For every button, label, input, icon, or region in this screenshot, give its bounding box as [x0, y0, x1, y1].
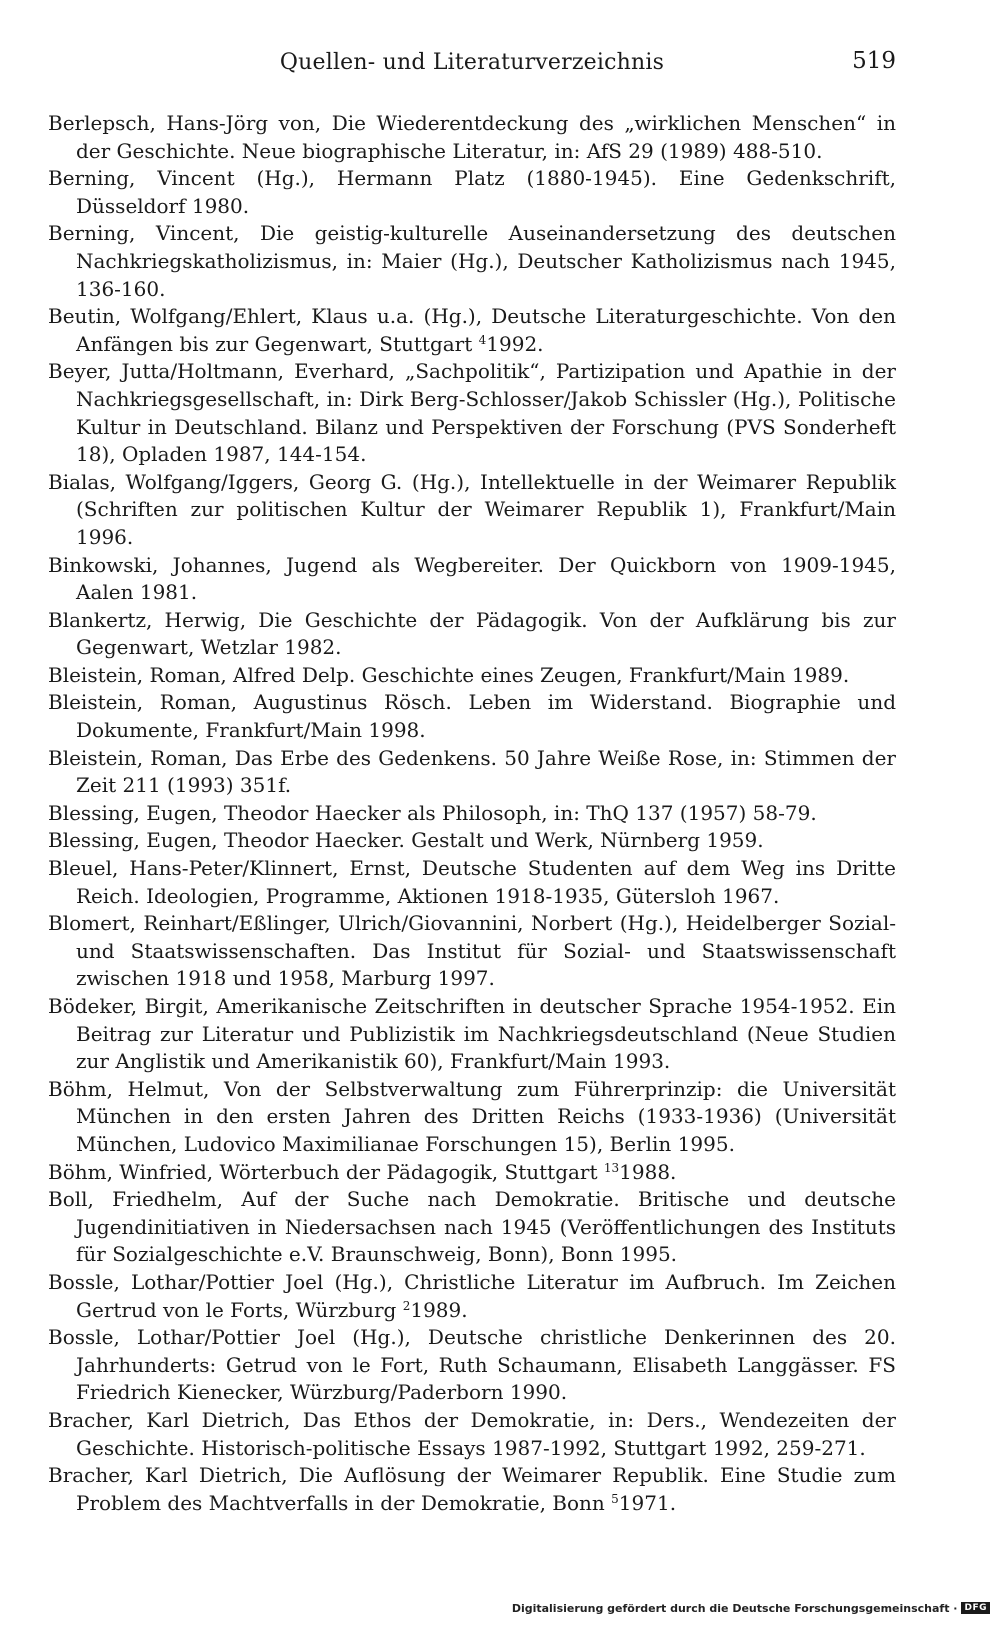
- digitization-footer: [512, 1598, 990, 1618]
- bibliography-entry: [48, 165, 896, 220]
- entry-text: Bleistein, Roman, Das Erbe des Gedenkens. 50 Jahre Weiße Rose, in: Stimmen der Zeit 211 (1993) 351f.: [48, 745, 896, 798]
- bibliography-entry: [48, 220, 896, 303]
- bibliography-entry: [48, 827, 896, 855]
- entry-text: Berlepsch, Hans-Jörg von, Die Wiederentdeckung des „wirklichen Menschen“ in der Geschichte. Neue biographische Literatur, in: AfS 29 (1989) 488-510.: [48, 111, 896, 163]
- edition-superscript: 5: [611, 1491, 619, 1506]
- entry-text: Bödeker, Birgit, Amerikanische Zeitschriften in deutscher Sprache 1954-1952. Ein Beitrag zur Literatur und Publizistik im Nachkriegsdeutschland (Neue Studien zur Anglistik und Amerikanistik 60), Frankfurt/Main 1993.: [48, 994, 896, 1074]
- bibliography-entry: [48, 1407, 896, 1462]
- bibliography-entry: [48, 110, 896, 165]
- bibliography-entry: [48, 800, 896, 828]
- entry-text: Bleistein, Roman, Augustinus Rösch. Leben im Widerstand. Biographie und Dokumente, Frankfurt/Main 1998.: [48, 690, 896, 743]
- entry-text: Berning, Vincent, Die geistig-kulturelle Auseinandersetzung des deutschen Nachkriegskatholizismus, in: Maier (Hg.), Deutscher Katholizismus nach 1945, 136-160.: [48, 221, 896, 301]
- bibliography-entry: [48, 1159, 896, 1187]
- edition-superscript: 13: [603, 1160, 620, 1175]
- entry-text: Beutin, Wolfgang/Ehlert, Klaus u.a. (Hg.), Deutsche Literaturgeschichte. Von den Anfängen bis zur Gegenwart, Stuttgart: [48, 304, 896, 356]
- bibliography-entry: [48, 303, 896, 358]
- bibliography-entry: [48, 993, 896, 1076]
- entry-text-tail: 1988.: [619, 1159, 677, 1184]
- page-number: 519: [852, 48, 896, 74]
- edition-superscript: 2: [402, 1298, 411, 1313]
- entry-text-tail: 1971.: [618, 1490, 677, 1515]
- entry-text: Bracher, Karl Dietrich, Das Ethos der Demokratie, in: Ders., Wendezeiten der Geschichte. Historisch-politische Essays 1987-1992, Stuttgart 1992, 259-271.: [48, 1407, 896, 1460]
- entry-text: Boll, Friedhelm, Auf der Suche nach Demokratie. Britische und deutsche Jugendinitiativen in Niedersachsen nach 1945 (Veröffentlichungen des Instituts für Sozialgeschichte e.V. Braunschweig, Bonn), Bonn 1995.: [48, 1187, 896, 1267]
- bibliography-entry: [48, 910, 896, 993]
- bibliography-entry: [48, 552, 896, 607]
- entry-text: Beyer, Jutta/Holtmann, Everhard, „Sachpolitik“, Partizipation und Apathie in der Nachkriegsgesellschaft, in: Dirk Berg-Schlosser/Jakob Schissler (Hg.), Politische Kultur in Deutschland. Bilanz und Perspektiven der Forschung (PVS Sonderheft 18), Opladen 1987, 144-154.: [48, 359, 896, 467]
- bibliography-entry: [48, 469, 896, 552]
- entry-text: Bleistein, Roman, Alfred Delp. Geschichte eines Zeugen, Frankfurt/Main 1989.: [48, 662, 850, 687]
- bibliography-entry: [48, 607, 896, 662]
- footer-text: Digitalisierung gefördert durch die Deutsche Forschungsgemeinschaft ·: [511, 1601, 958, 1615]
- bibliography-entry: [48, 745, 896, 800]
- bibliography-entry: [48, 689, 896, 744]
- entry-text: Bracher, Karl Dietrich, Die Auflösung der Weimarer Republik. Eine Studie zum Problem des Machtverfalls in der Demokratie, Bonn: [48, 1463, 896, 1515]
- entry-text: Bossle, Lothar/Pottier Joel (Hg.), Deutsche christliche Denkerinnen des 20. Jahrhunderts: Getrud von le Fort, Ruth Schaumann, Elisabeth Langgässer. FS Friedrich Kienecker, Würzburg/Paderborn 1990.: [48, 1325, 896, 1405]
- running-head: Quellen- und Literaturverzeichnis: [279, 50, 665, 75]
- entry-text: Binkowski, Johannes, Jugend als Wegbereiter. Der Quickborn von 1909-1945, Aalen 1981.: [48, 552, 896, 605]
- bibliography-entry: [48, 855, 896, 910]
- page-header: [48, 46, 896, 82]
- bibliography-entry: [48, 1462, 896, 1517]
- entry-text: Berning, Vincent (Hg.), Hermann Platz (1880-1945). Eine Gedenkschrift, Düsseldorf 1980.: [48, 166, 896, 218]
- entry-text: Böhm, Helmut, Von der Selbstverwaltung zum Führerprinzip: die Universität München in den ersten Jahren des Dritten Reichs (1933-1936) (Universität München, Ludovico Maximilianae Forschungen 15), Berlin 1995.: [48, 1076, 896, 1156]
- bibliography-entry: [48, 1324, 896, 1407]
- entry-text: Blessing, Eugen, Theodor Haecker als Philosoph, in: ThQ 137 (1957) 58-79.: [48, 800, 817, 825]
- entry-text: Blessing, Eugen, Theodor Haecker. Gestalt und Werk, Nürnberg 1959.: [48, 828, 764, 853]
- bibliography-entry: [48, 1186, 896, 1269]
- entry-text: Blomert, Reinhart/Eßlinger, Ulrich/Giovannini, Norbert (Hg.), Heidelberger Sozial- und Staatswissenschaften. Das Institut für Sozial- und Staatswissenschaft zwischen 1918 und 1958, Marburg 1997.: [48, 911, 896, 991]
- entry-text: Böhm, Winfried, Wörterbuch der Pädagogik, Stuttgart: [48, 1159, 604, 1184]
- bibliography-entry: [48, 358, 896, 468]
- bibliography-entry: [48, 1076, 896, 1159]
- edition-superscript: 4: [478, 332, 487, 347]
- dfg-logo: DFG: [961, 1602, 990, 1614]
- bibliography-entry: [48, 1269, 896, 1324]
- entry-text: Bossle, Lothar/Pottier Joel (Hg.), Christliche Literatur im Aufbruch. Im Zeichen Gertrud von le Forts, Würzburg: [48, 1269, 896, 1322]
- entry-text: Bialas, Wolfgang/Iggers, Georg G. (Hg.), Intellektuelle in der Weimarer Republik (Schriften zur politischen Kultur der Weimarer Republik 1), Frankfurt/Main 1996.: [48, 469, 896, 549]
- bibliography-entry: [48, 662, 896, 690]
- entry-text: Bleuel, Hans-Peter/Klinnert, Ernst, Deutsche Studenten auf dem Weg ins Dritte Reich. Ideologien, Programme, Aktionen 1918-1935, Gütersloh 1967.: [48, 856, 896, 908]
- entry-text-tail: 1992.: [486, 331, 544, 356]
- entry-text-tail: 1989.: [410, 1297, 468, 1322]
- entry-text: Blankertz, Herwig, Die Geschichte der Pädagogik. Von der Aufklärung bis zur Gegenwart, Wetzlar 1982.: [48, 607, 896, 660]
- bibliography-list: [48, 110, 896, 1517]
